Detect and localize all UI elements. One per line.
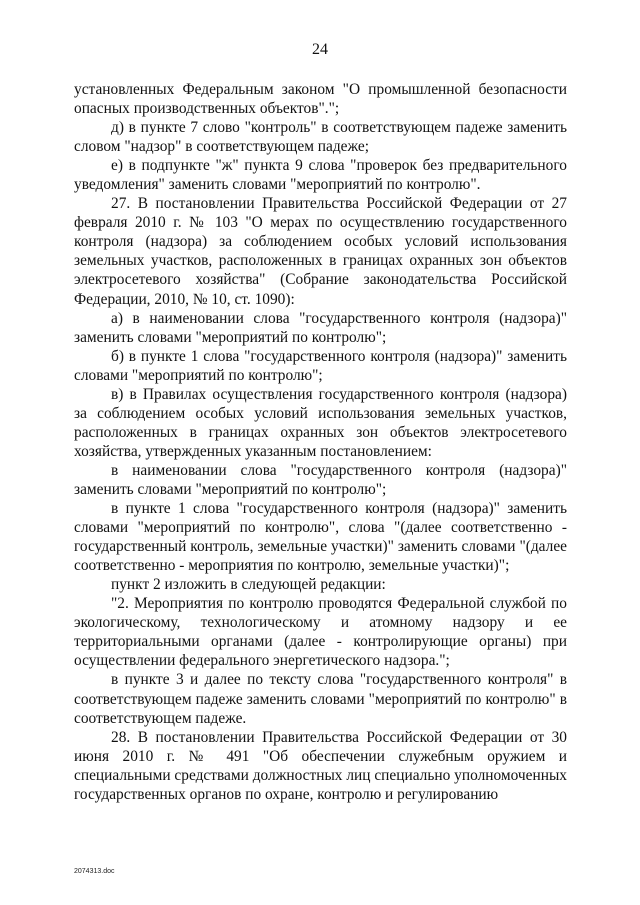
paragraph: установленных Федеральным законом "О промышленной безопасности опасных производственных объектов".";	[74, 81, 567, 118]
paragraph: б) в пункте 1 слова "государственного контроля (надзора)" заменить словами "мероприятий по контролю";	[74, 347, 567, 384]
paragraph: 27. В постановлении Правительства Российской Федерации от 27 февраля 2010 г. № 103 "О мерах по осуществлению государственного контроля (надзора) за соблюдением особых условий использования земельных участков, расположенных в границах охранных зон объектов электросетевого хозяйства" (Собрание законодательства Российской Федерации, 2010, № 10, ст. 1090):	[74, 195, 567, 308]
footer-filename: 2074313.doc	[74, 868, 115, 875]
page-number: 24	[312, 41, 328, 58]
paragraph: 28. В постановлении Правительства Российской Федерации от 30 июня 2010 г. № 491 "Об обеспечении служебным оружием и специальными средствами должностных лиц специально уполномоченных государственных органов по охране, контролю и регулированию	[74, 728, 568, 803]
paragraph: в пункте 1 слова "государственного контроля (надзора)" заменить словами "мероприятий по контролю", слова "(далее соответственно - государственный контроль, земельные участки)" заменить словами "(далее соответственно - мероприятия по контролю, земельные участки)";	[74, 500, 567, 575]
paragraph: в наименовании слова "государственного контроля (надзора)" заменить словами "мероприятий по контролю";	[74, 461, 567, 498]
paragraph: е) в подпункте "ж" пункта 9 слова "проверок без предварительного уведомления" заменить словами "мероприятий по контролю".	[74, 157, 567, 194]
paragraph: "2. Мероприятия по контролю проводятся Федеральной службой по экологическому, технологическому и атомному надзору и ее территориальными органами (далее - контролирующие органы) при осуществлении федерального энергетического надзора.";	[74, 595, 567, 670]
paragraph: пункт 2 изложить в следующей редакции:	[111, 576, 386, 594]
paragraph: в) в Правилах осуществления государственного контроля (надзора) за соблюдением особых условий использования земельных участков, расположенных в границах охранных зон объектов электросетевого хозяйства, утвержденных указанным постановлением:	[74, 385, 567, 460]
paragraph: а) в наименовании слова "государственного контроля (надзора)" заменить словами "мероприятий по контролю";	[74, 309, 567, 346]
paragraph: д) в пункте 7 слово "контроль" в соответствующем падеже заменить словом "надзор" в соответствующем падеже;	[74, 119, 567, 156]
document-body	[74, 80, 567, 804]
paragraph: в пункте 3 и далее по тексту слова "государственного контроля" в соответствующем падеже заменить словами "мероприятий по контролю" в соответствующем падеже.	[74, 671, 567, 727]
